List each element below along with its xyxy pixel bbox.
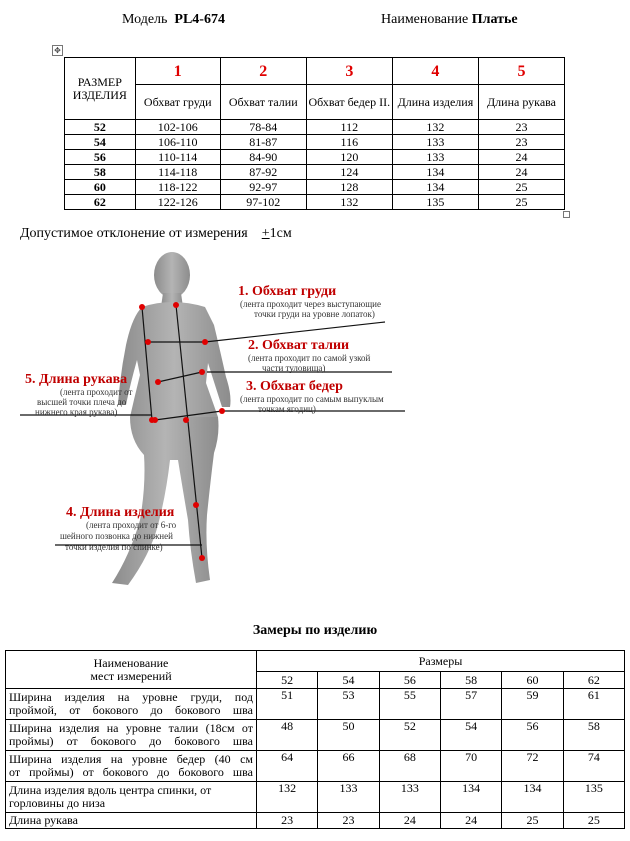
table-row <box>6 689 625 720</box>
measurement-figure <box>0 245 630 605</box>
size-cell: 52 <box>65 120 136 135</box>
value-cell: 55 <box>379 689 440 720</box>
column-header: Обхват бедер II. <box>306 85 392 120</box>
value-cell: 133 <box>392 135 478 150</box>
value-cell: 25 <box>502 813 563 829</box>
value-cell: 59 <box>502 689 563 720</box>
name-header: Наименование мест измерений <box>6 651 257 689</box>
name-line: Ширина изделия на уровне талии (18см от <box>9 721 253 735</box>
size-header-cell: 54 <box>318 672 379 689</box>
label-chest-title: 1. Обхват груди <box>238 284 337 299</box>
tolerance-sign: + <box>261 226 270 241</box>
size-cell: 60 <box>65 180 136 195</box>
table-row <box>65 150 565 165</box>
name-line: от проймы) от бокового до бокового шва <box>9 765 253 779</box>
name-line: горловины до низа <box>9 796 106 810</box>
label-length-note: (лента проходит от 6-го <box>86 520 177 530</box>
model-label: Модель <box>122 12 168 27</box>
value-cell: 54 <box>440 720 501 751</box>
value-cell: 24 <box>440 813 501 829</box>
value-cell: 66 <box>318 751 379 782</box>
value-cell: 120 <box>306 150 392 165</box>
measurements-table <box>5 650 625 829</box>
table-row <box>65 135 565 150</box>
value-cell: 23 <box>478 135 564 150</box>
value-cell: 56 <box>502 720 563 751</box>
value-cell: 114-118 <box>135 165 220 180</box>
measurement-name <box>6 689 257 720</box>
table-row <box>65 195 565 210</box>
name-line: проймой, от бокового до бокового шва <box>9 703 253 717</box>
size-table <box>64 57 565 210</box>
table-row <box>6 813 625 829</box>
name-line: Длина рукава <box>9 813 78 827</box>
value-cell: 23 <box>318 813 379 829</box>
value-cell: 134 <box>502 782 563 813</box>
label-hips-note: точкам ягодиц) <box>258 404 316 414</box>
name-line: проймы) от бокового до бокового шва <box>9 734 253 748</box>
value-cell: 122-126 <box>135 195 220 210</box>
value-cell: 134 <box>440 782 501 813</box>
size-cell: 62 <box>65 195 136 210</box>
value-cell: 23 <box>257 813 318 829</box>
size-header-cell: 56 <box>379 672 440 689</box>
value-cell: 24 <box>478 150 564 165</box>
size-header-cell: 62 <box>563 672 624 689</box>
label-length-note: точки изделия по спинке) <box>65 542 163 552</box>
value-cell: 116 <box>306 135 392 150</box>
value-cell: 23 <box>478 120 564 135</box>
sizes-header: Размеры <box>257 651 625 672</box>
value-cell: 132 <box>306 195 392 210</box>
value-cell: 24 <box>478 165 564 180</box>
column-number: 5 <box>478 58 564 85</box>
value-cell: 64 <box>257 751 318 782</box>
size-cell: 54 <box>65 135 136 150</box>
label-waist-note: части туловища) <box>262 363 326 373</box>
value-cell: 132 <box>257 782 318 813</box>
measurements-title: Замеры по изделию <box>252 623 378 638</box>
value-cell: 92-97 <box>220 180 306 195</box>
value-cell: 118-122 <box>135 180 220 195</box>
tolerance-value: 1см <box>269 226 292 241</box>
column-number: 1 <box>135 58 220 85</box>
table-move-handle-icon[interactable]: ✥ <box>52 45 63 56</box>
model-value: PL4-674 <box>174 12 225 27</box>
table-row <box>6 720 625 751</box>
value-cell: 51 <box>257 689 318 720</box>
column-number: 3 <box>306 58 392 85</box>
value-cell: 61 <box>563 689 624 720</box>
label-sleeve-note: высшей точки плеча до <box>37 397 127 407</box>
value-cell: 81-87 <box>220 135 306 150</box>
label-waist-title: 2. Обхват талии <box>248 338 350 353</box>
value-cell: 58 <box>563 720 624 751</box>
label-hips-note: (лента проходит по самым выпуклым <box>240 394 384 404</box>
value-cell: 133 <box>379 782 440 813</box>
column-header: Обхват груди <box>135 85 220 120</box>
column-number: 2 <box>220 58 306 85</box>
value-cell: 25 <box>478 195 564 210</box>
label-waist-note: (лента проходит по самой узкой <box>248 353 371 363</box>
name-line: Длина изделия вдоль центра спинки, от <box>9 783 212 797</box>
value-cell: 68 <box>379 751 440 782</box>
value-cell: 24 <box>379 813 440 829</box>
measurement-name <box>6 813 257 829</box>
value-cell: 70 <box>440 751 501 782</box>
name-label: Наименование <box>381 12 469 27</box>
column-header: Длина рукава <box>478 85 564 120</box>
value-cell: 72 <box>502 751 563 782</box>
size-header-cell <box>65 58 136 120</box>
table-row <box>65 120 565 135</box>
value-cell: 78-84 <box>220 120 306 135</box>
size-header-cell: 58 <box>440 672 501 689</box>
value-cell: 110-114 <box>135 150 220 165</box>
product-name-line <box>381 12 518 28</box>
label-sleeve-note: нижнего края рукава) <box>35 407 118 417</box>
table-row <box>65 180 565 195</box>
table-resize-handle-icon[interactable] <box>563 211 570 218</box>
label-chest-note: точки груди на уровне лопаток) <box>254 309 375 319</box>
value-cell: 53 <box>318 689 379 720</box>
label-sleeve-note: (лента проходит от <box>60 387 133 397</box>
value-cell: 87-92 <box>220 165 306 180</box>
size-header-cell: 60 <box>502 672 563 689</box>
value-cell: 128 <box>306 180 392 195</box>
value-cell: 134 <box>392 180 478 195</box>
measurement-name <box>6 751 257 782</box>
table-row <box>65 165 565 180</box>
value-cell: 50 <box>318 720 379 751</box>
value-cell: 25 <box>563 813 624 829</box>
table-row <box>6 782 625 813</box>
label-sleeve-title: 5. Длина рукава <box>25 372 128 387</box>
value-cell: 135 <box>563 782 624 813</box>
value-cell: 97-102 <box>220 195 306 210</box>
value-cell: 133 <box>392 150 478 165</box>
label-chest-note: (лента проходит через выступающие <box>240 299 381 309</box>
size-header: РАЗМЕР ИЗДЕЛИЯ <box>72 74 127 102</box>
value-cell: 57 <box>440 689 501 720</box>
value-cell: 135 <box>392 195 478 210</box>
tolerance-line <box>20 226 292 242</box>
label-length-title: 4. Длина изделия <box>66 505 175 520</box>
value-cell: 84-90 <box>220 150 306 165</box>
model-line <box>122 12 225 28</box>
value-cell: 74 <box>563 751 624 782</box>
measurement-name <box>6 782 257 813</box>
value-cell: 102-106 <box>135 120 220 135</box>
value-cell: 133 <box>318 782 379 813</box>
size-header-cell: 52 <box>257 672 318 689</box>
value-cell: 25 <box>478 180 564 195</box>
name-line: Ширина изделия на уровне бедер (40 см <box>9 752 253 766</box>
tolerance-text: Допустимое отклонение от измерения <box>20 226 248 241</box>
table-row <box>6 751 625 782</box>
value-cell: 106-110 <box>135 135 220 150</box>
column-number: 4 <box>392 58 478 85</box>
value-cell: 112 <box>306 120 392 135</box>
value-cell: 48 <box>257 720 318 751</box>
value-cell: 124 <box>306 165 392 180</box>
value-cell: 132 <box>392 120 478 135</box>
name-value: Платье <box>471 12 518 27</box>
column-header: Длина изделия <box>392 85 478 120</box>
value-cell: 52 <box>379 720 440 751</box>
label-length-note: шейного позвонка до нижней <box>60 531 173 541</box>
measurement-name <box>6 720 257 751</box>
name-line: Ширина изделия на уровне груди, под <box>9 690 253 704</box>
column-header: Обхват талии <box>220 85 306 120</box>
size-cell: 56 <box>65 150 136 165</box>
value-cell: 134 <box>392 165 478 180</box>
size-cell: 58 <box>65 165 136 180</box>
label-hips-title: 3. Обхват бедер <box>246 379 343 394</box>
